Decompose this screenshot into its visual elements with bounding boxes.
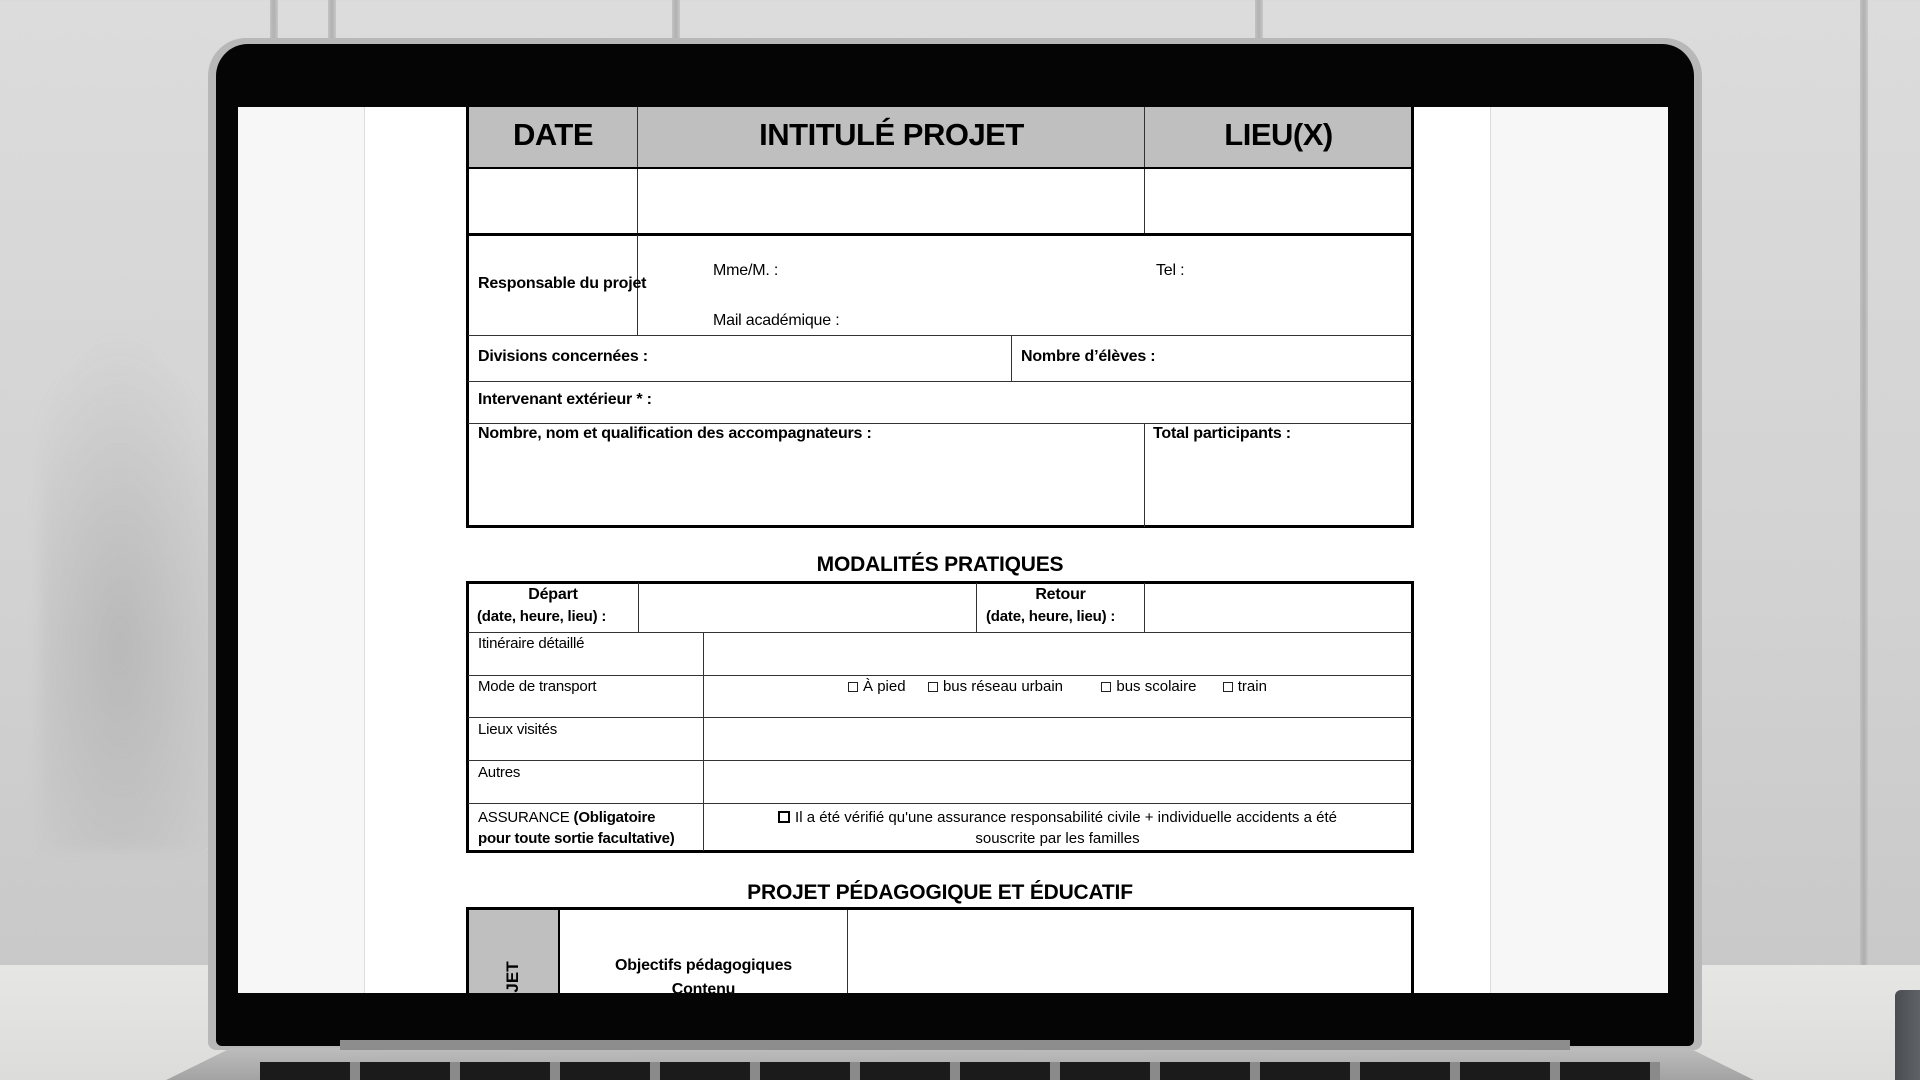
lieux-value-cell[interactable] <box>1146 170 1410 233</box>
objectifs-label: Objectifs pédagogiques <box>615 957 792 974</box>
header-date: DATE <box>512 117 594 152</box>
lieux-visites-value-cell[interactable] <box>705 719 1410 759</box>
intitule-value-cell[interactable] <box>639 170 1143 233</box>
divider <box>1144 107 1145 235</box>
nombre-eleves-label: Nombre d’élèves : <box>1021 348 1156 365</box>
intervenant-label: Intervenant extérieur * : <box>478 391 652 408</box>
retour-label: Retour <box>1035 586 1086 603</box>
autres-value-cell[interactable] <box>705 762 1410 802</box>
divider <box>468 167 1412 169</box>
checkbox-icon[interactable] <box>848 682 858 692</box>
divider <box>847 910 848 993</box>
lieux-visites-label: Lieux visités <box>478 721 558 738</box>
divider <box>638 583 639 632</box>
mail-academique-label: Mail académique : <box>713 312 840 329</box>
transport-option-train[interactable]: train <box>1223 678 1267 695</box>
divider <box>468 233 1412 236</box>
transport-option-bus-urbain[interactable]: bus réseau urbain <box>928 678 1063 695</box>
divider <box>468 423 1412 424</box>
autres-label: Autres <box>478 764 521 781</box>
depart-sublabel: (date, heure, lieu) : <box>477 608 607 625</box>
retour-value-cell[interactable] <box>1146 585 1410 630</box>
objectifs-value-cell[interactable] <box>849 910 1410 993</box>
accompagnateurs-label: Nombre, nom et qualification des accompagnateurs : <box>478 425 872 442</box>
itineraire-value-cell[interactable] <box>705 634 1410 674</box>
transport-option-bus-scolaire[interactable]: bus scolaire <box>1101 678 1196 695</box>
checkbox-icon[interactable] <box>1223 682 1233 692</box>
divider <box>637 107 638 235</box>
divider <box>703 632 704 851</box>
transport-option-a-pied[interactable]: À pied <box>848 678 906 695</box>
assurance-label: ASSURANCE (Obligatoire pour toute sortie facultative) <box>478 809 675 847</box>
divider <box>468 803 1412 804</box>
divider <box>468 335 1412 336</box>
wall-groove <box>1860 0 1868 965</box>
header-lieux: LIEU(X) <box>1224 117 1333 152</box>
projet-side-label: JET <box>503 961 522 993</box>
assurance-text: Il a été vérifié qu'une assurance responsabilité civile + individuelle accidents a été souscrite par les familles <box>705 807 1410 849</box>
depart-value-cell[interactable] <box>640 585 974 630</box>
depart-label: Départ <box>528 586 578 603</box>
contenu-label: Contenu <box>671 981 736 993</box>
tel-label: Tel : <box>1156 262 1185 279</box>
modalites-title: MODALITÉS PRATIQUES <box>816 553 1064 576</box>
mug <box>1895 990 1920 1080</box>
divider <box>468 675 1412 676</box>
laptop-hinge <box>340 1040 1570 1050</box>
mme-m-label: Mme/M. : <box>713 262 779 279</box>
header-intitule-projet: INTITULÉ PROJET <box>759 117 1024 152</box>
laptop-keyboard <box>260 1062 1660 1080</box>
assurance-checkbox-icon[interactable] <box>778 811 790 823</box>
divider <box>468 381 1412 382</box>
itineraire-label: Itinéraire détaillé <box>478 635 585 652</box>
laptop-screen <box>238 107 1668 993</box>
mode-transport-label: Mode de transport <box>478 678 597 695</box>
divider <box>1011 335 1012 381</box>
retour-sublabel: (date, heure, lieu) : <box>986 608 1116 625</box>
total-participants-label: Total participants : <box>1153 425 1291 442</box>
date-value-cell[interactable] <box>470 170 636 233</box>
divider <box>468 760 1412 761</box>
responsable-label: Responsable du projet <box>478 275 647 292</box>
divider <box>468 632 1412 633</box>
divider <box>468 717 1412 718</box>
transport-options <box>705 678 1410 695</box>
projet-title: PROJET PÉDAGOGIQUE ET ÉDUCATIF <box>747 881 1133 904</box>
divider <box>1144 583 1145 632</box>
divider <box>1144 423 1145 527</box>
checkbox-icon[interactable] <box>1101 682 1111 692</box>
checkbox-icon[interactable] <box>928 682 938 692</box>
divisions-label: Divisions concernées : <box>478 348 648 365</box>
